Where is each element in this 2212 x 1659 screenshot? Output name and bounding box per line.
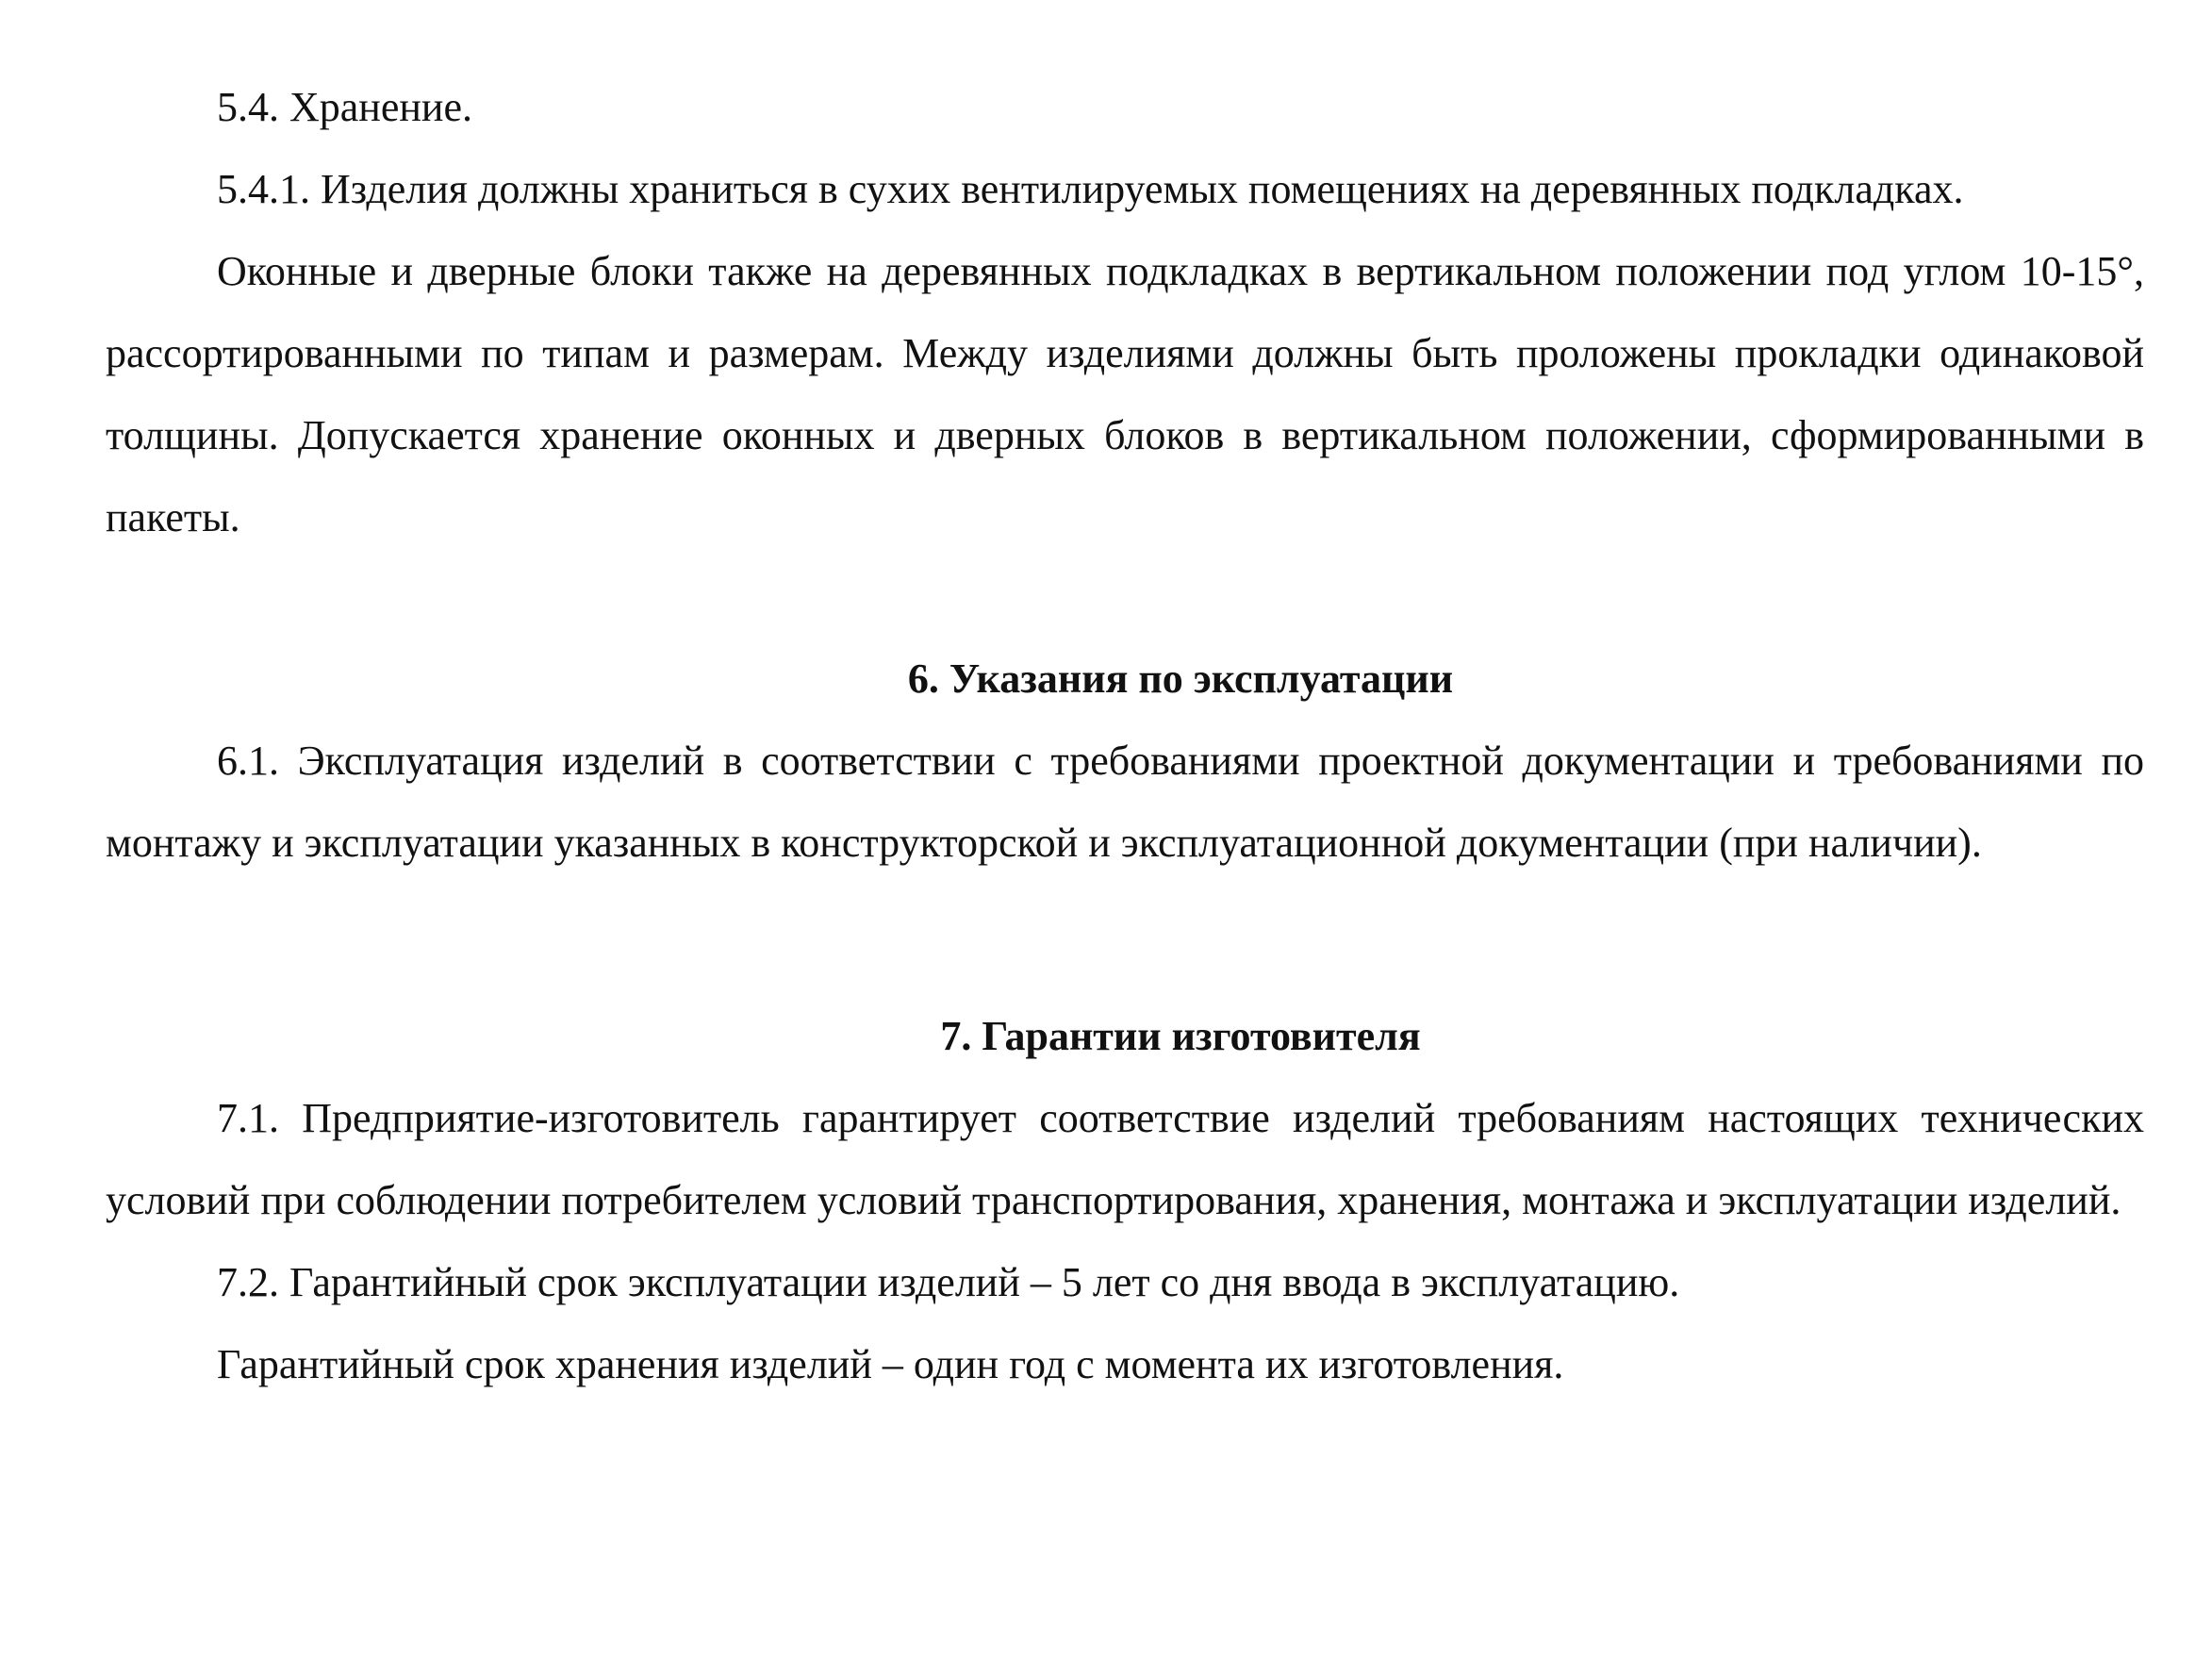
paragraph-6-1: 6.1. Эксплуатация изделий в соответствии с требованиями проектной документации и требованиями по монтажу и эксплуатации указанных в конструкторской и эксплуатационной документации (при наличии). (106, 738, 2144, 866)
section-7-heading: 7. Гарантии изготовителя (940, 1013, 1421, 1059)
paragraph-window-door-blocks: Оконные и дверные блоки также на деревянных подкладках в вертикальном положении под углом 10-15°, рассортированными по типам и размерам. Между изделиями должны быть проложены прокладки одинаковой толщины. Допускается хранение оконных и дверных блоков в вертикальном положении, сформированными в пакеты. (106, 248, 2144, 540)
section-5-4-heading: 5.4. Хранение. (217, 84, 473, 130)
paragraph-5-4-1: 5.4.1. Изделия должны храниться в сухих вентилируемых помещениях на деревянных подкладках. (217, 166, 1964, 212)
section-6-heading: 6. Указания по эксплуатации (907, 655, 1454, 702)
paragraph-7-1: 7.1. Предприятие-изготовитель гарантирует соответствие изделий требованиям настоящих технических условий при соблюдении потребителем условий транспортирования, хранения, монтажа и эксплуатации изделий. (106, 1095, 2144, 1223)
paragraph-7-2: 7.2. Гарантийный срок эксплуатации изделий – 5 лет со дня ввода в эксплуатацию. (217, 1259, 1680, 1305)
document-page (106, 0, 2144, 1405)
paragraph-storage-warranty: Гарантийный срок хранения изделий – один год с момента их изготовления. (217, 1341, 1564, 1387)
